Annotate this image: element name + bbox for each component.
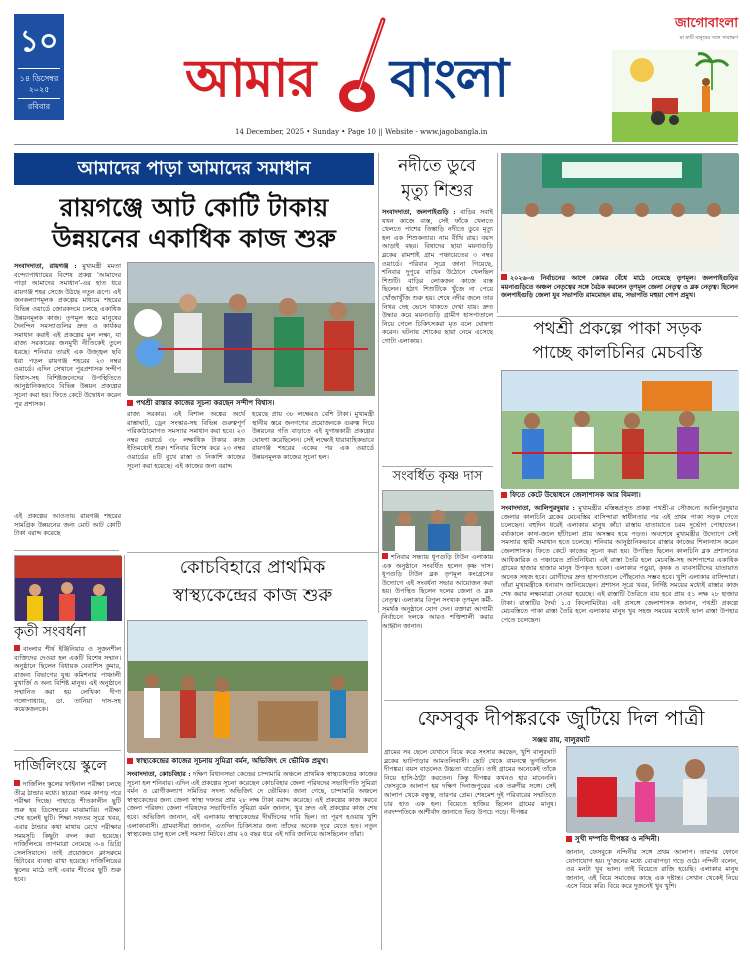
sponsor-block [612,14,738,144]
coochbehar-headline-1: কোচবিহারে প্রাথমিক [179,557,326,578]
facebook-headline: ফেসবুক দীপঙ্করকে জুটিয়ে দিল পাত্রী [417,706,705,730]
raiganj-body-col2: রাজ্য সরকার। এই বিশাল অঙ্কের অর্থে রাস্তাঘাট, ড্রেন সংস্কার-সহ বিভিন্ন গুরুত্বপূর্ণ পরিকাঠামোগত সমস্যার সমাধান করা হবে। ২৩ নম্বর ওয়ার্ডে ৩৮ লক্ষাধিক টাকার কাজ ইতিমধ্যেই শুরু। শনিবার বিশেষ করে ২৩ নম্বর ওয়ার্ডের ৪টি বুথে রাস্তা ও নিকাশি কাজের সূচনা করা হয়েছে। এই কাজের জন্য বরাদ্দ [127,410,245,470]
coochbehar-byline: সংবাদদাতা, কোচবিহার : [127,770,191,778]
section-banner-title: আমাদের পাড়া আমাদের সমাধান [77,158,311,179]
pathashree-byline: সংবাদদাতা, আলিপুরদুয়ার : [501,504,575,512]
weekday-label: রবিবার [27,102,51,111]
raiganj-byline: সংবাদদাতা, রায়গঞ্জ : [14,262,77,270]
drowning-headline-2: মৃত্যু শিশুর [401,181,473,201]
coochbehar-caption: স্বাস্থ্যকেন্দ্রের কাজের সূচনায় সুমিত্রা বর্মন, অভিজিৎ দে ভৌমিক প্রমুখ। [127,756,377,765]
krishna-das-headline: সংবর্ধিত কৃষ্ণ দাস [392,469,483,484]
page-number: ১০ [19,24,59,59]
darjeeling-body: দার্জিলিং স্কুলের ফাইনাল পরীক্ষা চলছে তীব্র ঠান্ডার মধ্যে। ছাত্ররা গরম কাপড় পরে পরীক্ষা দিচ্ছে। পাহাড়ে শীতকালীন ছুটি শুরু হয় ডিসেম্বরের মাঝামাঝি। পরীক্ষা শেষ হলেই ছুটি। শিক্ষা দফতর সূত্রে খবর, এবার ঠান্ডার কথা মাথায় রেখে পরীক্ষার সময়সূচি কিছুটা বদল করা হয়েছে। দার্জিলিংয়ে তাপমাত্রা নেমেছে ৩-৪ ডিগ্রি সেলসিয়াসে। তাই প্রয়োজনে ক্লাসরুমে হিটারের ব্যবস্থা রাখা হয়েছে। দার্জিলিঙের স্কুলের মাঠে তাই এবার শীতের ছুটি শুরু হবে। [14,780,121,883]
raiganj-body-col1b: এই প্রকল্পের আওতায় রায়গঞ্জ শহরের সামগ্রিক উন্নয়নের জন্য মোট আট কোটি টাকা বরাদ্দ করেছে [14,512,121,538]
facebook-body-col2: জানান, ফেসবুকে নন্দিনীর সঙ্গে প্রথম আলাপ। তারপর ফোনে যোগাযোগ হয়। দু'জনের মধ্যে বোঝাপড়া গড়ে ওঠে। নন্দিনী বলেন, ওর মনটা খুব ভাল। তাই বিয়েতে রাজি হয়েছি। এলাকার মানুষ জানান, এই বিয়ে সমাজের কাছে এক দৃষ্টান্ত। সেখান থেকেই নিয়ে এসে বিয়ে করি। বিয়ে করে দুজনেই খুব খুশি। [566,848,738,891]
raiganj-caption: পথশ্রী রাস্তার কাজের সূচনা করছেন সন্দীপ বিশ্বাস। [127,398,374,407]
raiganj-headline-2: উন্নয়নের একাধিক কাজ শুরু [52,224,336,253]
kuti-headline: কৃতী সংবর্ধনা [14,624,87,640]
raiganj-body-col1: সংবাদদাতা, রায়গঞ্জ : মুখ্যমন্ত্রী মমতা বন্দ্যোপাধ্যায়ের বিশেষ প্রকল্প 'আমাদের পাড়া আমাদের সমাধান'-এর হাত ধরে রায়গঞ্জ শহর সেজে উঠছে নতুন রূপে। এই জনকল্যাণমূলক প্রকল্পের মাধ্যমে শহরের বিভিন্ন ওয়ার্ডে জোরকদমে চলছে একাধিক উন্নয়নমূলক কাজ। তৃণমূল স্তরে মানুষের দৈনন্দিন সমস্যাগুলির দ্রুত ও কার্যকর সমাধান করাই এই প্রকল্পের মূল লক্ষ্য, যা রাজ্য সরকারের জনমুখী নীতিকেই তুলে ধরছে। শনিবার তারই এক উজ্জ্বল ছবি ধরা পড়ল রায়গঞ্জ শহরের ২৩ নম্বর ওয়ার্ডে। এদিন সেখানে পুরপ্রশাসক সন্দীপ বিশ্বাস-সহ বিশিষ্টজনেদের উপস্থিতিতে আনুষ্ঠানিকভাবে বিভিন্ন উন্নয়ন প্রকল্পের সূচনা করা হয়। ফিতে কেটে উদ্বোধন করেন পুর প্রশাসক। [14,262,121,408]
tmc-meeting-caption: ২০২৬-এ নির্বাচনের আগে কোমর বেঁধে মাঠে নেমেছে তৃণমূল। জলপাইগুড়ির ময়নাগুড়িতে অঞ্চল নেতৃত্বের সঙ্গে বৈঠক করলেন তৃণমূল জেলা নেতৃত্ব ও ব্লক নেতৃত্ব। ছিলেন জলপাইগুড়ি জেলা যুব সভাপতি রামমোহন রায়, সভাপতি মহুয়া গোপ প্রমুখ। [501,274,738,300]
tmc-meeting-photo [501,153,738,271]
pathashree-body: সংবাদদাতা, আলিপুরদুয়ার : মুখ্যমন্ত্রীর মস্তিষ্কপ্রসূত প্রকল্প পথশ্রী-র সৌজন্যে আলিপুরদুয়ার জেলার কালচিনি ব্লকের মেচবস্তির বাসিন্দারা স্বাধীনতার পর এই প্রথম পাকা সড়ক পেতে চলেছেন। বহুদিন ধরেই এলাকার মানুষ কাঁচা রাস্তায় যাতায়াতে চরম দুর্ভোগ পোহাতেন। বর্ষাকালে কাদা-জলে হাঁটাচলা প্রায় অসম্ভব হয়ে পড়ত। অবশেষে মুখ্যমন্ত্রীর উদ্যোগে সেই সমস্যার স্থায়ী সমাধান হতে চলেছে। শনিবার আনুষ্ঠানিকভাবে রাস্তার কাজের শিলান্যাস করেন জেলাশাসক। ফিতে কেটে কাজের সূচনা করা হয়। উপস্থিত ছিলেন কালচিনি ব্লক প্রশাসনের আধিকারিক ও পঞ্চায়েত প্রতিনিধিরা। এই রাস্তা তৈরি হলে মেচবস্তি-সহ আশপাশের একাধিক গ্রামের হাজার হাজার মানুষ উপকৃত হবেন। এলাকার পড়ুয়া, কৃষক ও ব্যবসায়ীদের যাতায়াত অনেক সহজ হবে। রোগীদের দ্রুত হাসপাতালে পৌঁছনোও সম্ভব হবে। খুশি এলাকার বাসিন্দারা। তাঁরা মুখ্যমন্ত্রীকে ধন্যবাদ জানিয়েছেন। প্রশাসন সূত্রে খবর, নির্দিষ্ট সময়ের মধ্যেই রাস্তার কাজ শেষ করার লক্ষ্যমাত্রা নেওয়া হয়েছে। এই রাস্তাটি তৈরিতে ব্যয় হবে প্রায় ৫১ লক্ষ ২৮ হাজার টাকা। রাস্তাটির দৈর্ঘ্য ১.৫ কিলোমিটার। এই প্রসঙ্গে জেলাশাসক জানান, পথশ্রী প্রকল্পে মেচবস্তিতে পাকা রাস্তা তৈরি হলে এলাকার মানুষ খুব সহজ সময়ের মধ্যেই ভাল রাস্তা উপহার পেতে চলেছেন। [501,504,738,624]
kuti-body: বাংলার শীর্ষ ইঞ্জিনিয়ার ও সুজনশীল ব্যক্তিদের দেওয়া হল একটি বিশেষ সম্মান। অনুষ্ঠানে ছিলেন বিধায়ক বেবাশিস কুমার, রাজন্য বিভাগের যুগ্ম কমিশনার পাঞ্চালী মুখার্জি ও অন্য বিশিষ্ট মানুষ। এই অনুষ্ঠানে সম্মানিত করা হয় লেখিকা দীপা গঙ্গোপাধ্যায়, ডা. তানিয়া দাস-সহ কয়েকজনকে। [14,645,121,714]
sponsor-name: জাগোবাংলা [675,16,738,31]
farmer-illustration [612,50,738,142]
raiganj-headline-1: রায়গঞ্জে আট কোটি টাকায় [59,193,329,222]
coochbehar-body: সংবাদদাতা, কোচবিহার : দক্ষিণ বিধানসভা কেন্দ্রের চান্দামারি অঞ্চলে প্রাথমিক স্বাস্থ্যকেন্দ্রের কাজের সূচনা হল শনিবার। এদিন এই প্রকল্পের সূচনা করেছেন কোচবিহার জেলা পরিষদের সভাধিপতি সুমিত্রা বর্মন ও রোগীকল্যাণ সমিতির সদস্য অভিজিৎ দে ভৌমিক। জানা গেছে, চান্দামারি অঞ্চলে স্বাস্থ্যকেন্দ্রের জন্য জেলা স্বাস্থ্য দফতর প্রায় ২৮ লক্ষ টাকা বরাদ্দ করেছে। এই প্রকল্পের কাজ করবে জেলা পরিষদ। জেলা পরিষদের সভাধিপতি সুমিত্রা বর্মন জানান, খুব দ্রুত এই প্রকল্পের কাজ শেষ হবে। অভিজিৎ জানান, এই এলাকায় স্বাস্থ্যকেন্দ্রের দীর্ঘদিনের দাবি ছিল। তা পূরণ হওয়ায় খুশি এলাকাবাসী। গ্রামবাসীরা জানান, এতদিন চিকিৎসার জন্য তাঁদের অনেক দূরে যেতে হত। নতুন স্বাস্থ্যকেন্দ্র চালু হলে সেই সমস্যা মিটবে। প্রায় ২৫ বছর ধরে এই দাবি জানিয়ে আসছিলেন তাঁরা। [127,770,378,839]
ribbon-cutting-photo [128,263,375,396]
pathashree-headline-1: পথশ্রী প্রকল্পে পাকা সড়ক [533,319,702,339]
title-bangla: বাংলা [390,49,509,109]
sponsor-tagline: মা মাটি মানুষের সঙ্গে সারাক্ষণ [679,35,738,41]
kuti-photo [14,555,121,620]
title-amar: আমার [185,49,316,109]
pathashree-headline-2: পাচ্ছে কালচিনির মেচবস্তি [532,343,703,363]
page-number-box [14,14,64,120]
krishna-das-photo [382,490,493,550]
masthead-logo [185,18,565,118]
darjeeling-headline: দার্জিলিংয়ে স্কুলে [14,758,107,774]
facebook-caption: সুখী দম্পতি দীপঙ্কর ও নন্দিনী। [566,834,738,843]
drowning-headline-1: নদীতে ডুবে [398,156,476,176]
drowning-byline: সংবাদদাতা, জলপাইগুড়ি : [382,208,456,216]
raiganj-photo [127,262,374,395]
section-banner [14,153,374,185]
pathashree-photo [501,370,738,488]
coochbehar-photo [127,620,367,752]
facebook-body-col1: গ্রামের সব ছেলে যেখানে বিয়ে করে সংসার করছেন, খুশি বালুরঘাট ব্লকের ভাটপাড়ার আমতলিবাসী। ছোট থেকে বামনত্বে ভুগছিলেন দীপঙ্কর। বয়স বাড়লেও উচ্চতা বাড়েনি। তাই গ্রামের অনেকেই তাঁকে নিয়ে হাসি-ঠাট্টা করতেন। কিন্তু দীপঙ্কর কখনও হার মানেননি। ফেসবুকে আলাপ হয় দক্ষিণ দিনাজপুরের এক তরুণীর সঙ্গে। সেই আলাপ থেকে বন্ধুত্ব, তারপর প্রেম। শেষমেশ দুই পরিবারের সম্মতিতে চার হাত এক হল। বিয়েতে হাজির ছিলেন গ্রামের মানুষ। নবদম্পতিকে আশীর্বাদ জানাতে ভিড় উপচে পড়ে। দীপঙ্কর [384,748,556,817]
pathashree-caption: ফিতে কেটে উদ্বোধনে জেলাশাসক আর বিমলা। [501,490,738,499]
raiganj-body-col3: হয়েছে প্রায় ৩৮ লক্ষেরও বেশি টাকা। মুখ্যমন্ত্রী স্থানীয় স্তরে জনগণের প্রয়োজনকে গুরুত্ব দিয়ে উন্নয়নের গতি বাড়াতে এই যুগান্তকারী প্রকল্পের ঘোষণা করেছিলেন। সেই লক্ষ্যেই ধারাবাহিকভাবে রায়গঞ্জ শহরের একের পর এক ওয়ার্ডে উন্নয়নমূলক কাজের সূচনা হল। [252,410,374,461]
meta-line: 14 December, 2025 • Sunday • Page 10 || Website - www.jagobangla.in [235,128,488,136]
coochbehar-headline-2: স্বাস্থ্যকেন্দ্রের কাজ শুরু [172,585,333,606]
facebook-photo [566,746,738,832]
date-label: ১৪ ডিসেম্বর ২০২৫ [19,74,59,94]
drowning-body: সংবাদদাতা, জলপাইগুড়ি : বাড়ির সবাই যখন কাজে ব্যস্ত, সেই ফাঁকে খেলতে খেলতে পাশের তিস্তাড়ি নদীতে ডুবে মৃত্যু হল এক শিশুকন্যার। নাম বীথি রায়। বয়স আড়াই বছর। বিষাদের ছায়া ময়নাগুড়ি ব্লকের রামশাই গ্রাম পঞ্চায়েতের ৩ নম্বর ওয়ার্ডে। পরিবার সূত্রে জানা গিয়েছে, শনিবার দুপুরে বাড়ির উঠোনে খেলছিল শিশুটি। বাড়ির লোকজন কাজে ব্যস্ত ছিলেন। হঠাৎ শিশুটিকে খুঁজে না পেয়ে খোঁজাখুঁজি শুরু হয়। শেষে নদীর জলে তার নিথর দেহ ভেসে থাকতে দেখা যায়। দ্রুত উদ্ধার করে ময়নাগুড়ি গ্রামীণ হাসপাতালে নিয়ে গেলে চিকিৎসকরা মৃত বলে ঘোষণা করেন। ঘটনায় শোকের ছায়া নেমে এসেছে গোটা এলাকায়। [382,208,493,345]
krishna-das-body: শনিবার সন্ধ্যায় ধূপগুড়ি টাউন এলাকায় এক অনুষ্ঠানে সংবর্ধিত হলেন কৃষ্ণ দাস। ধূপগুড়ি টাউন ব্লক তৃণমূল কংগ্রেসের উদ্যোগে এই সংবর্ধনা সভার আয়োজন করা হয়। উপস্থিত ছিলেন দলের জেলা ও ব্লক নেতৃত্ব। এলাকার বিপুল সংখ্যক তৃণমূল কর্মী-সমর্থক অনুষ্ঠানে যোগ দেন। বক্তারা আগামী নির্বাচনে দলকে আরও শক্তিশালী করার আহ্বান জানান। [382,553,493,630]
facebook-byline: সঞ্জয় রায়, বালুরঘাট [532,735,590,744]
